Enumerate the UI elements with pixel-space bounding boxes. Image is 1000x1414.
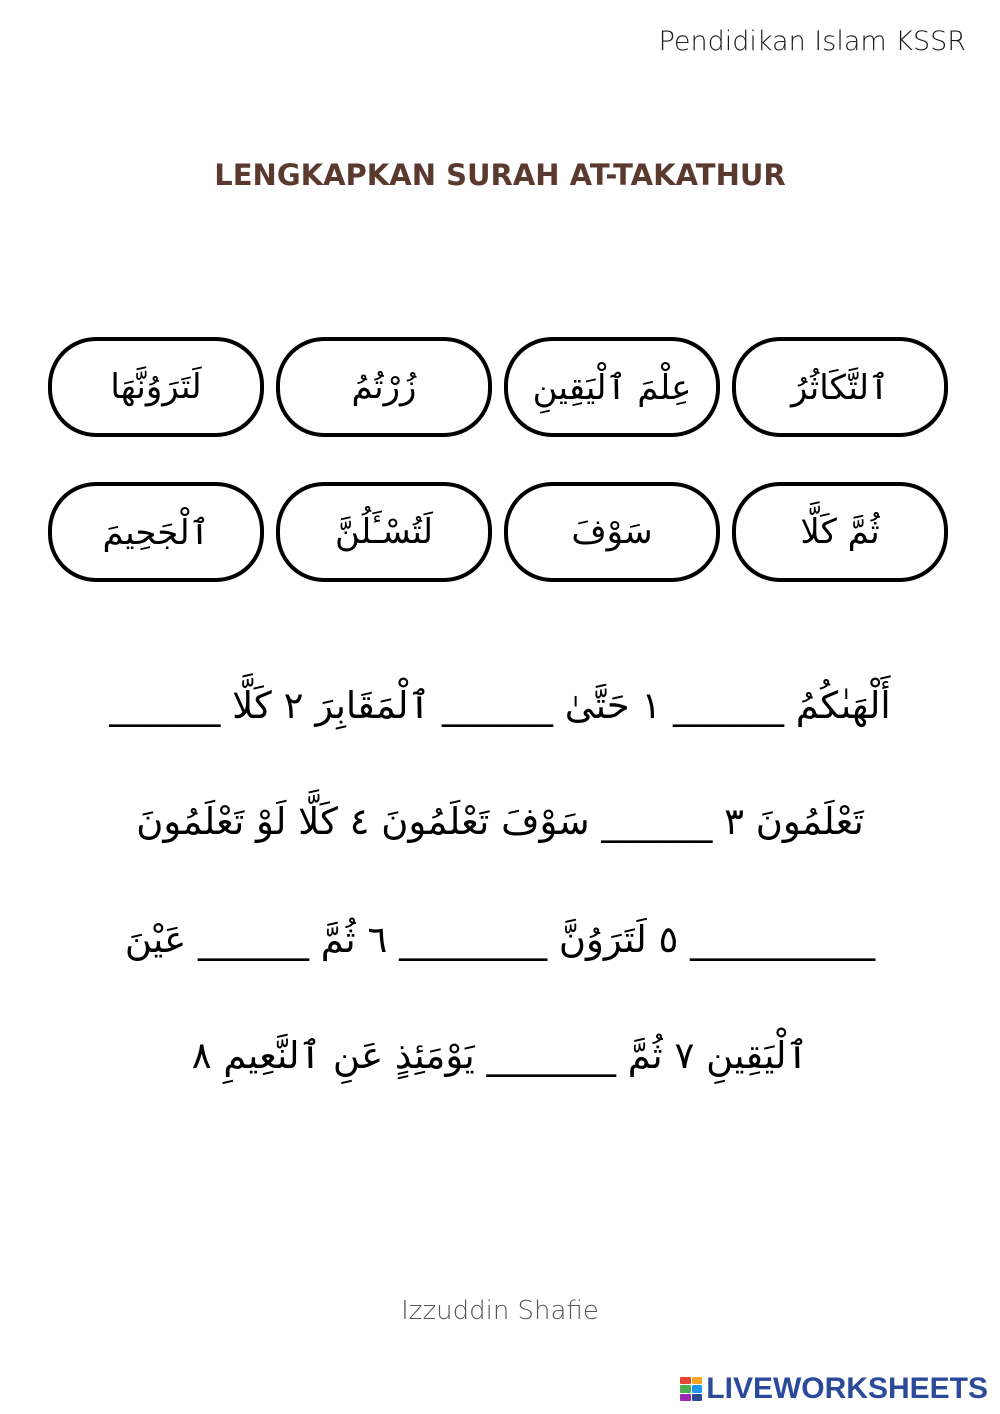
word-option-1[interactable] <box>732 337 948 437</box>
word-option-6[interactable] <box>504 482 720 582</box>
verse-line-2: تَعْلَمُونَ ٣ ______ سَوْفَ تَعْلَمُونَ ٤ كَلَّا لَوْ تَعْلَمُونَ <box>136 800 864 843</box>
word-option-text: ٱلْجَحِيمَ <box>102 512 210 553</box>
word-option-3[interactable] <box>276 337 492 437</box>
word-option-text: عِلْمَ ٱلْيَقِينِ <box>532 367 692 408</box>
author-name: Izzuddin Shafie <box>401 1296 599 1326</box>
word-option-text: سَوْفَ <box>571 512 653 552</box>
brand-watermark[interactable] <box>680 1372 988 1406</box>
word-option-7[interactable] <box>276 482 492 582</box>
verse-line-3: __________ ٥ لَتَرَوُنَّ ________ ٦ ثُمَّ ______ عَيْنَ <box>124 918 876 961</box>
word-bank <box>48 337 952 587</box>
verse-line-1: أَلْهَىٰكُمُ ______ ١ حَتَّىٰ ______ ٱلْمَقَابِرَ ٢ كَلَّا ______ <box>109 684 891 727</box>
liveworksheets-logo-icon <box>680 1377 702 1401</box>
word-option-2[interactable] <box>504 337 720 437</box>
word-option-text: لَتَرَوُنَّهَا <box>110 367 202 407</box>
word-option-4[interactable] <box>48 337 264 437</box>
word-option-text: لَتُسْـَٔلُنَّ <box>334 512 434 552</box>
word-option-text: زُرْتُمُ <box>351 367 417 407</box>
brand-text: LIVEWORKSHEETS <box>706 1372 988 1405</box>
word-option-text: ثُمَّ كَلَّا <box>800 512 880 552</box>
verse-line-4: ٱلْيَقِينِ ٧ ثُمَّ _______ يَوْمَئِذٍ عَنِ ٱلنَّعِيمِ ٨ <box>191 1034 809 1077</box>
word-option-5[interactable] <box>732 482 948 582</box>
word-option-text: ٱلتَّكَاثُرُ <box>791 367 889 408</box>
subject-label: Pendidikan Islam KSSR <box>658 26 966 57</box>
worksheet-title: LENGKAPKAN SURAH AT-TAKATHUR <box>214 158 786 192</box>
word-option-8[interactable] <box>48 482 264 582</box>
